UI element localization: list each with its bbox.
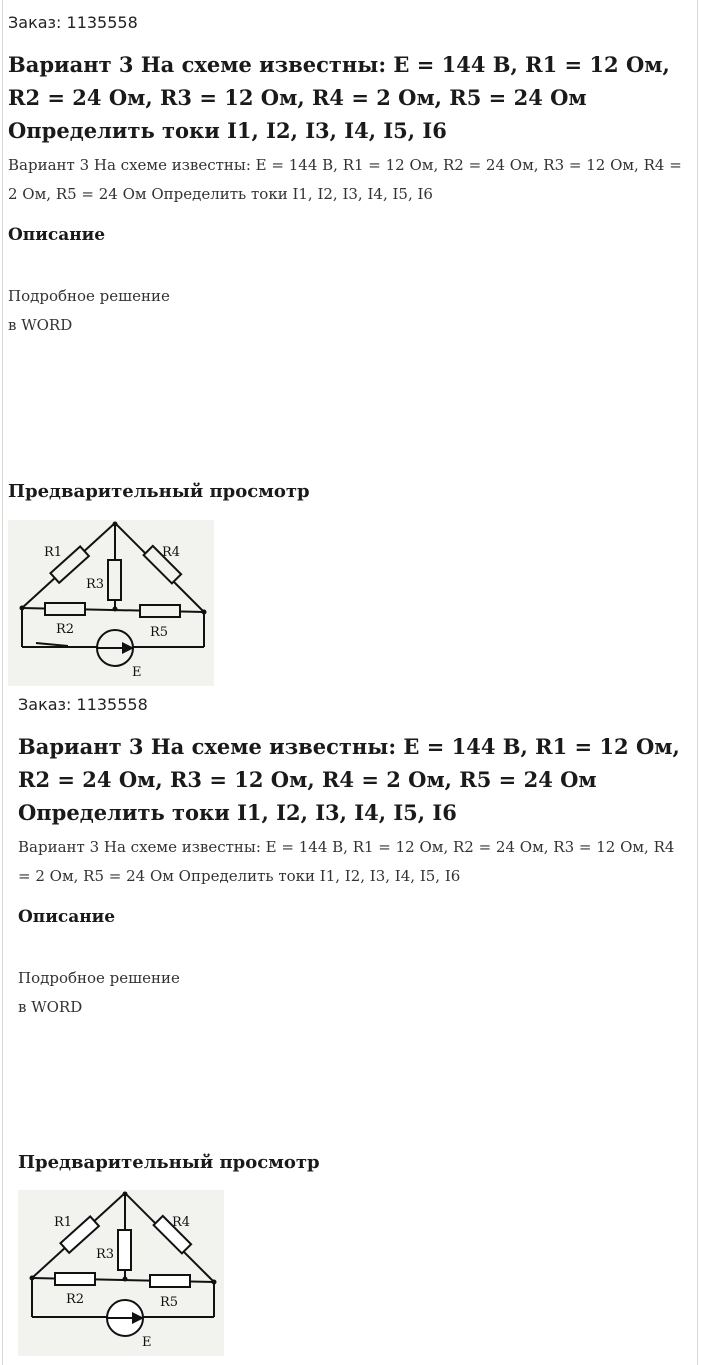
- label-r1: R1: [54, 1215, 73, 1230]
- body-text: [8, 282, 688, 340]
- label-r5: R5: [160, 1295, 179, 1310]
- label-r4: R4: [162, 545, 181, 560]
- section-heading: Описание: [18, 907, 116, 927]
- label-r5: R5: [150, 625, 169, 640]
- page-frame-right: [697, 0, 698, 1365]
- resistor-r5: [140, 605, 180, 617]
- description-text: Вариант 3 На схеме известны: E = 144 В, R1 = 12 Ом, R2 = 24 Ом, R3 = 12 Ом, R4 = 2 Ом, R5 = 24 Ом Определить токи I1, I2, I3, I4, I5, I6: [18, 838, 675, 885]
- page-title: Вариант 3 На схеме известны: E = 144 В, R1 = 12 Ом, R2 = 24 Ом, R3 = 12 Ом, R4 = 2 Ом, R5 = 24 Ом Определить токи I1, I2, I3, I4, I5, I6: [8, 52, 670, 143]
- label-e: E: [142, 1335, 152, 1350]
- resistor-r3: [118, 1230, 131, 1270]
- resistor-r5: [150, 1275, 190, 1287]
- order-number: Заказ: 1135558: [18, 695, 148, 714]
- resistor-r3: [108, 560, 121, 600]
- description-text: Вариант 3 На схеме известны: E = 144 В, R1 = 12 Ом, R2 = 24 Ом, R3 = 12 Ом, R4 = 2 Ом, R5 = 24 Ом Определить токи I1, I2, I3, I4, I5, I6: [8, 156, 682, 203]
- circuit-preview-image[interactable]: [8, 520, 214, 686]
- label-e: E: [132, 665, 142, 680]
- resistor-r2: [45, 603, 85, 615]
- preview-heading: Предварительный просмотр: [8, 481, 310, 502]
- label-r3: R3: [96, 1247, 115, 1262]
- label-r2: R2: [66, 1292, 85, 1307]
- label-r4: R4: [172, 1215, 191, 1230]
- label-r2: R2: [56, 622, 75, 637]
- body-text: [18, 964, 690, 1022]
- order-number: Заказ: 1135558: [8, 13, 138, 32]
- body-line-2: в WORD: [18, 998, 83, 1016]
- preview-heading: Предварительный просмотр: [18, 1152, 320, 1173]
- document-block: [8, 12, 688, 340]
- circuit-diagram: [18, 1190, 224, 1356]
- label-r1: R1: [44, 545, 63, 560]
- body-line-1: Подробное решение: [8, 287, 170, 305]
- body-line-1: Подробное решение: [18, 969, 180, 987]
- resistor-r2: [55, 1273, 95, 1285]
- page-frame-left: [2, 0, 3, 1365]
- circuit-diagram: [8, 520, 214, 686]
- circuit-preview-image[interactable]: [18, 1190, 224, 1356]
- document-block-copy: [18, 694, 690, 1022]
- body-line-2: в WORD: [8, 316, 73, 334]
- page-title: Вариант 3 На схеме известны: E = 144 В, R1 = 12 Ом, R2 = 24 Ом, R3 = 12 Ом, R4 = 2 Ом, R5 = 24 Ом Определить токи I1, I2, I3, I4, I5, I6: [18, 734, 680, 825]
- section-heading: Описание: [8, 225, 106, 245]
- label-r3: R3: [86, 577, 105, 592]
